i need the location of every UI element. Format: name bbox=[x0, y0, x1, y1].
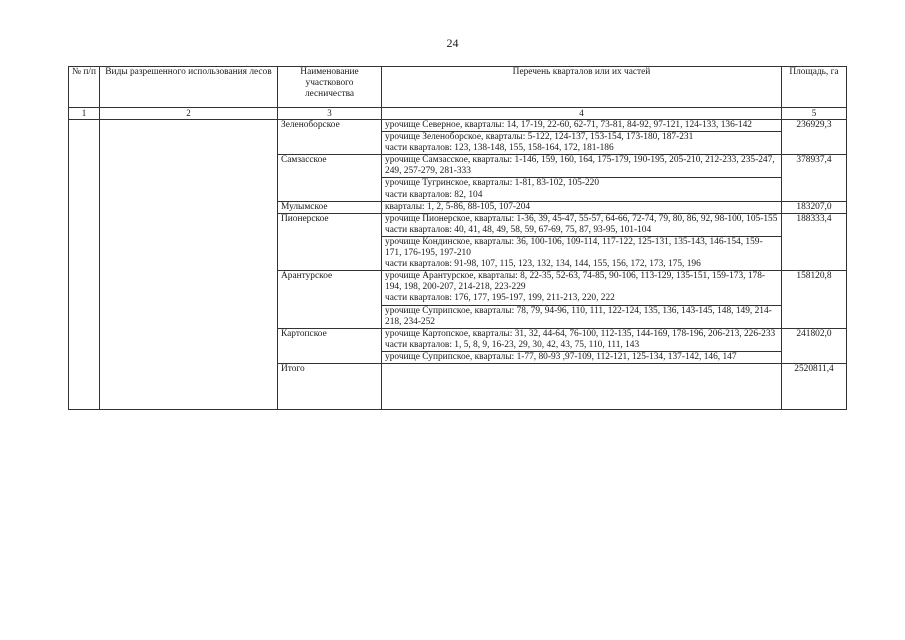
total-quarters-empty bbox=[382, 363, 782, 409]
cell-use-type-empty bbox=[100, 120, 278, 410]
area-aranturskoe: 158120,8 bbox=[782, 271, 847, 328]
forestry-name-pionerskoe: Пионерское bbox=[278, 213, 382, 270]
page-number: 24 bbox=[446, 36, 459, 50]
header-forestry-name: Наименование участкового лесничества bbox=[278, 67, 382, 108]
forestry-name-zelenoborskoe: Зеленоборское bbox=[278, 120, 382, 155]
quarters-cell bbox=[382, 201, 782, 213]
area-mulymskoe: 183207,0 bbox=[782, 201, 847, 213]
quarters-cell bbox=[382, 351, 782, 363]
area-zelenoborskoe: 236929,3 bbox=[782, 120, 847, 155]
forestry-name-samzasskoe: Самзасское bbox=[278, 155, 382, 201]
col-number-2: 2 bbox=[100, 108, 278, 120]
col-number-5: 5 bbox=[782, 108, 847, 120]
forestry-name-kartopskoe: Картопское bbox=[278, 328, 382, 363]
quarters-text: урочище Зеленоборское, кварталы: 5-122, 124-137, 153-154, 173-180, 187-231 bbox=[385, 132, 694, 143]
header-number: № п/п bbox=[69, 67, 100, 108]
quarters-cell bbox=[382, 155, 782, 178]
header-use-type: Виды разрешенного использования лесов bbox=[100, 67, 278, 108]
quarters-text: урочище Суприпское, кварталы: 78, 79, 94-96, 110, 111, 122-124, 135, 136, 143-145, 148, 149, 214-218, 234-252 bbox=[385, 305, 772, 327]
forestry-name-aranturskoe: Арантурское bbox=[278, 271, 382, 328]
quarters-text: урочище Пионерское, кварталы: 1-36, 39, 45-47, 55-57, 64-66, 72-74, 79, 80, 86, 92, 98-100, 105-155 bbox=[385, 213, 778, 224]
forest-quarters-table bbox=[68, 66, 847, 410]
quarters-cell bbox=[382, 305, 782, 328]
quarters-parts-text: части кварталов: 91-98, 107, 115, 123, 132, 134, 144, 155, 156, 172, 173, 175, 196 bbox=[385, 259, 701, 270]
cell-number-empty bbox=[69, 120, 100, 410]
quarters-text: урочище Картопское, кварталы: 31, 32, 44-64, 76-100, 112-135, 144-169, 178-196, 206-213, 226-233 bbox=[385, 328, 776, 339]
quarters-parts-text: части кварталов: 123, 138-148, 155, 158-164, 172, 181-186 bbox=[385, 143, 614, 154]
header-area: Площадь, га bbox=[782, 67, 847, 108]
quarters-text: кварталы: 1, 2, 5-86, 88-105, 107-204 bbox=[385, 201, 531, 212]
quarters-cell bbox=[382, 178, 782, 201]
quarters-parts-text: части кварталов: 176, 177, 195-197, 199, 211-213, 220, 222 bbox=[385, 293, 615, 304]
quarters-text: урочище Северное, кварталы: 14, 17-19, 22-60, 62-71, 73-81, 84-92, 97-121, 124-133, 136-142 bbox=[385, 120, 752, 130]
quarters-text: урочище Суприпское, кварталы: 1-77, 80-93 ,97-109, 112-121, 125-134, 137-142, 146, 147 bbox=[385, 351, 737, 362]
forestry-name-mulymskoe: Мулымское bbox=[278, 201, 382, 213]
area-kartopskoe: 241802,0 bbox=[782, 328, 847, 363]
quarters-cell bbox=[382, 213, 782, 236]
table-row bbox=[69, 120, 847, 132]
quarters-text: урочище Арантурское, кварталы: 8, 22-35, 52-63, 74-85, 90-106, 113-129, 135-151, 159-173, 178-194, 198, 200-207, 214-218, 223-229 bbox=[385, 271, 766, 293]
quarters-cell bbox=[382, 236, 782, 270]
col-number-1: 1 bbox=[69, 108, 100, 120]
quarters-text: урочище Тугринское, кварталы: 1-81, 83-102, 105-220 bbox=[385, 178, 600, 189]
quarters-cell bbox=[382, 120, 782, 132]
quarters-cell bbox=[382, 132, 782, 155]
area-pionerskoe: 188333,4 bbox=[782, 213, 847, 270]
col-number-4: 4 bbox=[382, 108, 782, 120]
col-number-3: 3 bbox=[278, 108, 382, 120]
quarters-cell bbox=[382, 271, 782, 305]
quarters-cell bbox=[382, 328, 782, 351]
header-quarters-list: Перечень кварталов или их частей bbox=[382, 67, 782, 108]
total-label: Итого bbox=[278, 363, 382, 409]
area-samzasskoe: 378937,4 bbox=[782, 155, 847, 201]
quarters-text: урочище Кондинское, кварталы: 36, 100-106, 109-114, 117-122, 125-131, 135-143, 146-154, 159-171, 176-195, 197-210 bbox=[385, 236, 763, 259]
quarters-parts-text: части кварталов: 82, 104 bbox=[385, 189, 483, 200]
quarters-parts-text: части кварталов: 1, 5, 8, 9, 16-23, 29, 30, 42, 43, 75, 110, 111, 143 bbox=[385, 339, 640, 350]
quarters-parts-text: части кварталов: 40, 41, 48, 49, 58, 59, 67-69, 75, 87, 93-95, 101-104 bbox=[385, 224, 652, 235]
quarters-text: урочище Самзасское, кварталы: 1-146, 159, 160, 164, 175-179, 190-195, 205-210, 212-233, 235-247, 249, 257-279, 281-333 bbox=[385, 155, 775, 177]
total-area: 2520811,4 bbox=[782, 363, 847, 409]
